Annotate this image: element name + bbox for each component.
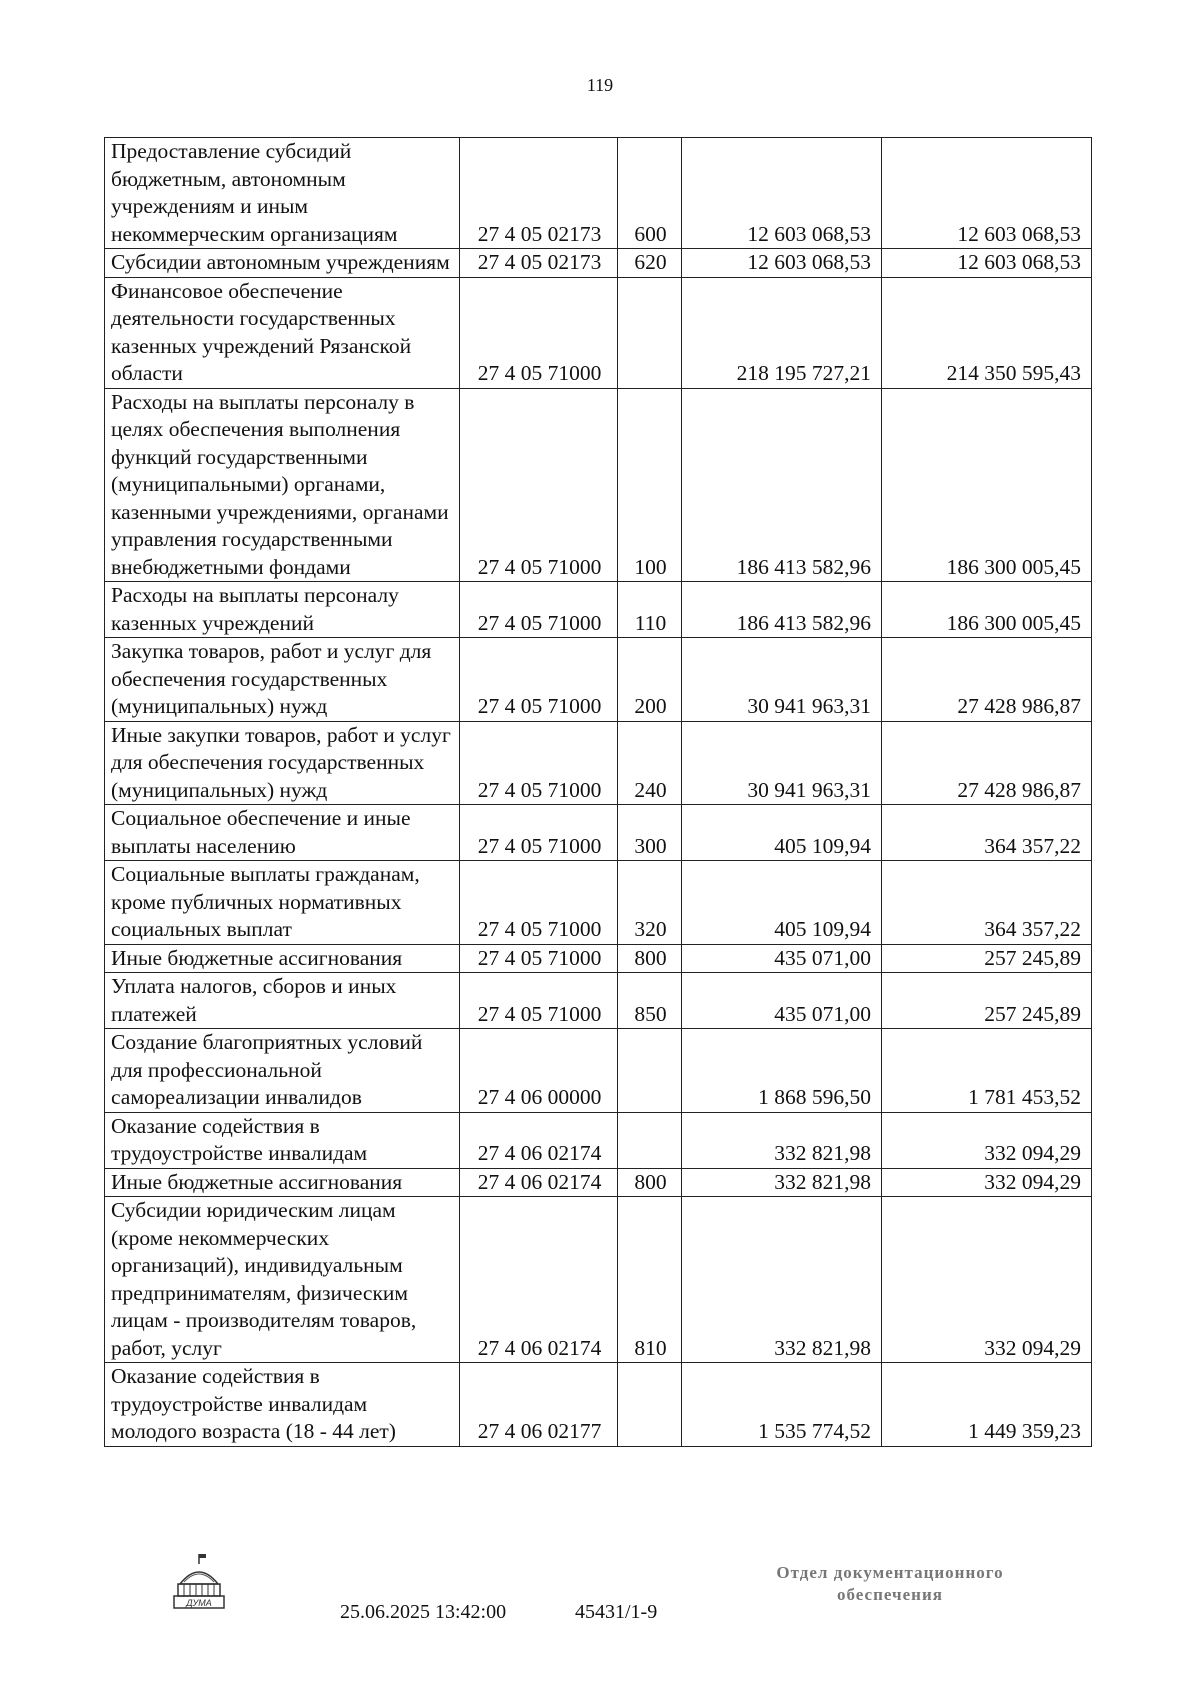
row-amount1-cell: 332 821,98	[682, 1168, 882, 1197]
row-amount2-cell: 364 357,22	[882, 805, 1092, 861]
row-code-cell: 27 4 06 00000	[460, 1029, 618, 1113]
row-vr-cell: 320	[618, 861, 682, 945]
table-row	[105, 582, 1092, 638]
table-row	[105, 861, 1092, 945]
row-name-cell: Субсидии автономным учреждениям	[105, 249, 460, 278]
row-name-cell: Расходы на выплаты персоналу в целях обеспечения выполнения функций государственными (муниципальными) органами, казенными учреждениями, органами управления государственными внебюджетными фондами	[105, 388, 460, 582]
row-vr-cell: 810	[618, 1197, 682, 1363]
row-vr-cell	[618, 1029, 682, 1113]
table-row	[105, 638, 1092, 722]
row-vr-cell: 600	[618, 138, 682, 249]
row-amount1-cell: 218 195 727,21	[682, 277, 882, 388]
table-row	[105, 249, 1092, 278]
row-vr-cell	[618, 277, 682, 388]
svg-text:ДУМА: ДУМА	[186, 1598, 212, 1608]
row-vr-cell: 240	[618, 721, 682, 805]
row-amount2-cell: 12 603 068,53	[882, 249, 1092, 278]
row-amount1-cell: 186 413 582,96	[682, 582, 882, 638]
table-body	[105, 138, 1092, 1447]
row-amount1-cell: 12 603 068,53	[682, 249, 882, 278]
row-amount1-cell: 1 535 774,52	[682, 1363, 882, 1447]
table-row	[105, 277, 1092, 388]
table-row	[105, 973, 1092, 1029]
row-code-cell: 27 4 05 71000	[460, 973, 618, 1029]
row-vr-cell: 100	[618, 388, 682, 582]
table-row	[105, 1168, 1092, 1197]
row-name-cell: Иные бюджетные ассигнования	[105, 1168, 460, 1197]
row-amount1-cell: 435 071,00	[682, 944, 882, 973]
row-code-cell: 27 4 05 71000	[460, 388, 618, 582]
row-amount1-cell: 332 821,98	[682, 1112, 882, 1168]
table-row	[105, 721, 1092, 805]
budget-table	[104, 137, 1092, 1447]
row-amount1-cell: 332 821,98	[682, 1197, 882, 1363]
table-row	[105, 1112, 1092, 1168]
row-amount1-cell: 30 941 963,31	[682, 638, 882, 722]
row-amount1-cell: 12 603 068,53	[682, 138, 882, 249]
row-code-cell: 27 4 05 71000	[460, 721, 618, 805]
row-vr-cell: 850	[618, 973, 682, 1029]
row-amount1-cell: 186 413 582,96	[682, 388, 882, 582]
row-name-cell: Оказание содействия в трудоустройстве инвалидам	[105, 1112, 460, 1168]
row-amount2-cell: 257 245,89	[882, 944, 1092, 973]
row-name-cell: Иные закупки товаров, работ и услуг для обеспечения государственных (муниципальных) нужд	[105, 721, 460, 805]
table-row	[105, 944, 1092, 973]
row-code-cell: 27 4 06 02174	[460, 1112, 618, 1168]
row-name-cell: Оказание содействия в трудоустройстве инвалидам молодого возраста (18 - 44 лет)	[105, 1363, 460, 1447]
row-code-cell: 27 4 05 71000	[460, 582, 618, 638]
department-stamp	[740, 1562, 1040, 1606]
row-name-cell: Создание благоприятных условий для профессиональной самореализации инвалидов	[105, 1029, 460, 1113]
row-amount2-cell: 332 094,29	[882, 1168, 1092, 1197]
row-vr-cell	[618, 1112, 682, 1168]
row-code-cell: 27 4 05 71000	[460, 944, 618, 973]
row-amount1-cell: 405 109,94	[682, 861, 882, 945]
table-row	[105, 805, 1092, 861]
row-vr-cell: 800	[618, 1168, 682, 1197]
row-amount2-cell: 27 428 986,87	[882, 721, 1092, 805]
row-vr-cell: 110	[618, 582, 682, 638]
table-row	[105, 1197, 1092, 1363]
row-code-cell: 27 4 05 02173	[460, 249, 618, 278]
table-row	[105, 1029, 1092, 1113]
footer-doc-number: 45431/1-9	[575, 1601, 658, 1623]
row-vr-cell: 300	[618, 805, 682, 861]
row-amount2-cell: 1 781 453,52	[882, 1029, 1092, 1113]
table-row	[105, 388, 1092, 582]
row-amount1-cell: 435 071,00	[682, 973, 882, 1029]
row-name-cell: Расходы на выплаты персоналу казенных учреждений	[105, 582, 460, 638]
department-line-1: Отдел документационного	[776, 1563, 1004, 1582]
row-name-cell: Социальное обеспечение и иные выплаты населению	[105, 805, 460, 861]
row-vr-cell: 800	[618, 944, 682, 973]
row-amount2-cell: 186 300 005,45	[882, 388, 1092, 582]
row-code-cell: 27 4 06 02177	[460, 1363, 618, 1447]
row-code-cell: 27 4 05 71000	[460, 861, 618, 945]
row-amount2-cell: 364 357,22	[882, 861, 1092, 945]
row-name-cell: Закупка товаров, работ и услуг для обеспечения государственных (муниципальных) нужд	[105, 638, 460, 722]
row-vr-cell	[618, 1363, 682, 1447]
duma-emblem-icon	[168, 1552, 230, 1610]
row-code-cell: 27 4 06 02174	[460, 1168, 618, 1197]
row-amount2-cell: 332 094,29	[882, 1112, 1092, 1168]
row-amount2-cell: 214 350 595,43	[882, 277, 1092, 388]
page-number: 119	[586, 75, 614, 95]
department-line-2: обеспечения	[837, 1585, 943, 1604]
row-code-cell: 27 4 06 02174	[460, 1197, 618, 1363]
row-amount2-cell: 1 449 359,23	[882, 1363, 1092, 1447]
row-name-cell: Предоставление субсидий бюджетным, автономным учреждениям и иным некоммерческим организациям	[105, 138, 460, 249]
row-code-cell: 27 4 05 71000	[460, 638, 618, 722]
row-amount2-cell: 332 094,29	[882, 1197, 1092, 1363]
row-vr-cell: 200	[618, 638, 682, 722]
row-amount1-cell: 405 109,94	[682, 805, 882, 861]
row-vr-cell: 620	[618, 249, 682, 278]
row-name-cell: Иные бюджетные ассигнования	[105, 944, 460, 973]
footer-datetime: 25.06.2025 13:42:00	[340, 1601, 507, 1623]
row-amount2-cell: 257 245,89	[882, 973, 1092, 1029]
row-name-cell: Уплата налогов, сборов и иных платежей	[105, 973, 460, 1029]
row-name-cell: Социальные выплаты гражданам, кроме публичных нормативных социальных выплат	[105, 861, 460, 945]
row-name-cell: Субсидии юридическим лицам (кроме некоммерческих организаций), индивидуальным предпринимателям, физическим лицам - производителям товаров, работ, услуг	[105, 1197, 460, 1363]
row-amount1-cell: 1 868 596,50	[682, 1029, 882, 1113]
row-code-cell: 27 4 05 71000	[460, 805, 618, 861]
row-code-cell: 27 4 05 71000	[460, 277, 618, 388]
row-amount2-cell: 27 428 986,87	[882, 638, 1092, 722]
row-name-cell: Финансовое обеспечение деятельности государственных казенных учреждений Рязанской области	[105, 277, 460, 388]
row-amount2-cell: 186 300 005,45	[882, 582, 1092, 638]
table-row	[105, 1363, 1092, 1447]
row-code-cell: 27 4 05 02173	[460, 138, 618, 249]
table-row	[105, 138, 1092, 249]
row-amount2-cell: 12 603 068,53	[882, 138, 1092, 249]
row-amount1-cell: 30 941 963,31	[682, 721, 882, 805]
